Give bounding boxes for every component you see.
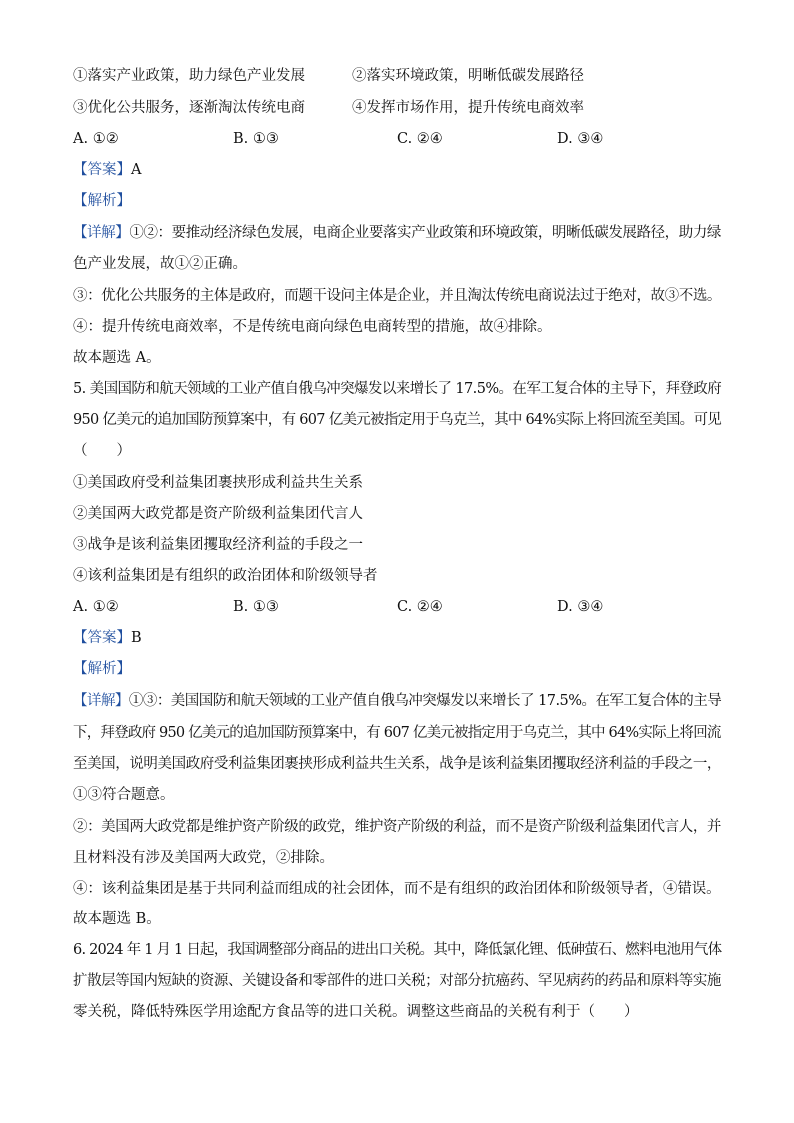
- q6-stem-line-2: 扩散层等国内短缺的资源、关键设备和零部件的进口关税；对部分抗癌药、罕见病药的药品和原料等实施: [73, 973, 721, 989]
- q5-answer-value: B: [131, 630, 142, 646]
- q4-detail-line-4: ④：提升传统电商效率，不是传统电商向绿色电商转型的措施，故④排除。: [73, 319, 552, 335]
- q5-detail-tag: 【详解】: [73, 693, 129, 709]
- q5-detail-line-5: ②：美国两大政党都是维护资产阶级的政党，维护资产阶级的利益，而不是资产阶级利益集团代言人，并: [73, 819, 721, 835]
- q4-analysis-tag: 【解析】: [73, 193, 131, 209]
- q5-detail-line-6: 且材料没有涉及美国两大政党，②排除。: [73, 850, 334, 866]
- q5-option-b: B. ①③: [233, 599, 279, 615]
- q4-option-d: D. ③④: [557, 131, 604, 147]
- q5-conclusion: 故本题选 B。: [73, 911, 161, 927]
- q4-option-c: C. ②④: [397, 131, 443, 147]
- q4-detail-line-3: ③：优化公共服务的主体是政府，而题干设问主体是企业，并且淘汰传统电商说法过于绝对，故③不选。: [73, 288, 721, 304]
- q5-option-d: D. ③④: [557, 599, 604, 615]
- q5-statement-3: ③战争是该利益集团攫取经济利益的手段之一: [73, 537, 363, 553]
- q4-statement-1: ①落实产业政策，助力绿色产业发展: [73, 68, 305, 84]
- q4-statement-4: ④发挥市场作用，提升传统电商效率: [352, 100, 584, 116]
- q5-stem-line-2: 950 亿美元的追加国防预算案中，有 607 亿美元被指定用于乌克兰，其中 64%实际上将回流至美国。可见: [73, 412, 722, 428]
- q4-answer-tag: 【答案】: [73, 162, 131, 178]
- q5-statement-4: ④该利益集团是有组织的政治团体和阶级领导者: [73, 568, 378, 584]
- q5-statement-2: ②美国两大政党都是资产阶级利益集团代言人: [73, 506, 363, 522]
- q4-option-b: B. ①③: [233, 131, 279, 147]
- q6-stem-line-3: 零关税，降低特殊医学用途配方食品等的进口关税。调整这些商品的关税有利于（ ）: [73, 1004, 639, 1020]
- q5-option-a: A. ①②: [73, 599, 119, 615]
- q5-stem-line-1: 5. 美国国防和航天领域的工业产值自俄乌冲突爆发以来增长了 17.5%。在军工复合体的主导下，拜登政府: [73, 381, 722, 397]
- q4-detail-tag: 【详解】: [73, 225, 130, 241]
- q5-option-c: C. ②④: [397, 599, 443, 615]
- q5-detail-line-7: ④：该利益集团是基于共同利益而组成的社会团体，而不是有组织的政治团体和阶级领导者，④错误。: [73, 881, 721, 897]
- q4-detail-line-2: 色产业发展，故①②正确。: [73, 256, 247, 272]
- q5-answer-tag: 【答案】: [73, 630, 131, 646]
- q4-detail-text-1: ①②：要推动经济绿色发展，电商企业要落实产业政策和环境政策，明晰低碳发展路径，助力绿: [129, 225, 722, 241]
- q5-stem-line-3: （ ）: [73, 443, 131, 459]
- q5-detail-line-2: 下，拜登政府 950 亿美元的追加国防预算案中，有 607 亿美元被指定用于乌克兰，其中 64%实际上将回流: [73, 725, 721, 741]
- q4-statement-2: ②落实环境政策，明晰低碳发展路径: [352, 68, 584, 84]
- q4-answer: [73, 160, 141, 180]
- q5-analysis-tag: 【解析】: [73, 661, 131, 677]
- q5-detail-line-3: 至美国，说明美国政府受利益集团裹挟形成利益共生关系，战争是该利益集团攫取经济利益的手段之一，: [73, 756, 721, 772]
- q5-detail-line-1: [73, 691, 721, 711]
- q4-conclusion: 故本题选 A。: [73, 350, 161, 366]
- q5-detail-line-4: ①③符合题意。: [73, 787, 175, 803]
- q4-detail-line-1: [73, 223, 721, 243]
- q4-statement-3: ③优化公共服务，逐渐淘汰传统电商: [73, 100, 305, 116]
- q5-answer: [73, 628, 142, 648]
- q4-option-a: A. ①②: [73, 131, 119, 147]
- q5-detail-text-1: ①③：美国国防和航天领域的工业产值自俄乌冲突爆发以来增长了 17.5%。在军工复合体的主导: [128, 693, 722, 709]
- q4-answer-value: A: [131, 162, 142, 178]
- q6-stem-line-1: 6. 2024 年 1 月 1 日起，我国调整部分商品的进出口关税。其中，降低氯化锂、低砷萤石、燃料电池用气体: [73, 942, 722, 958]
- q5-statement-1: ①美国政府受利益集团裹挟形成利益共生关系: [73, 475, 363, 491]
